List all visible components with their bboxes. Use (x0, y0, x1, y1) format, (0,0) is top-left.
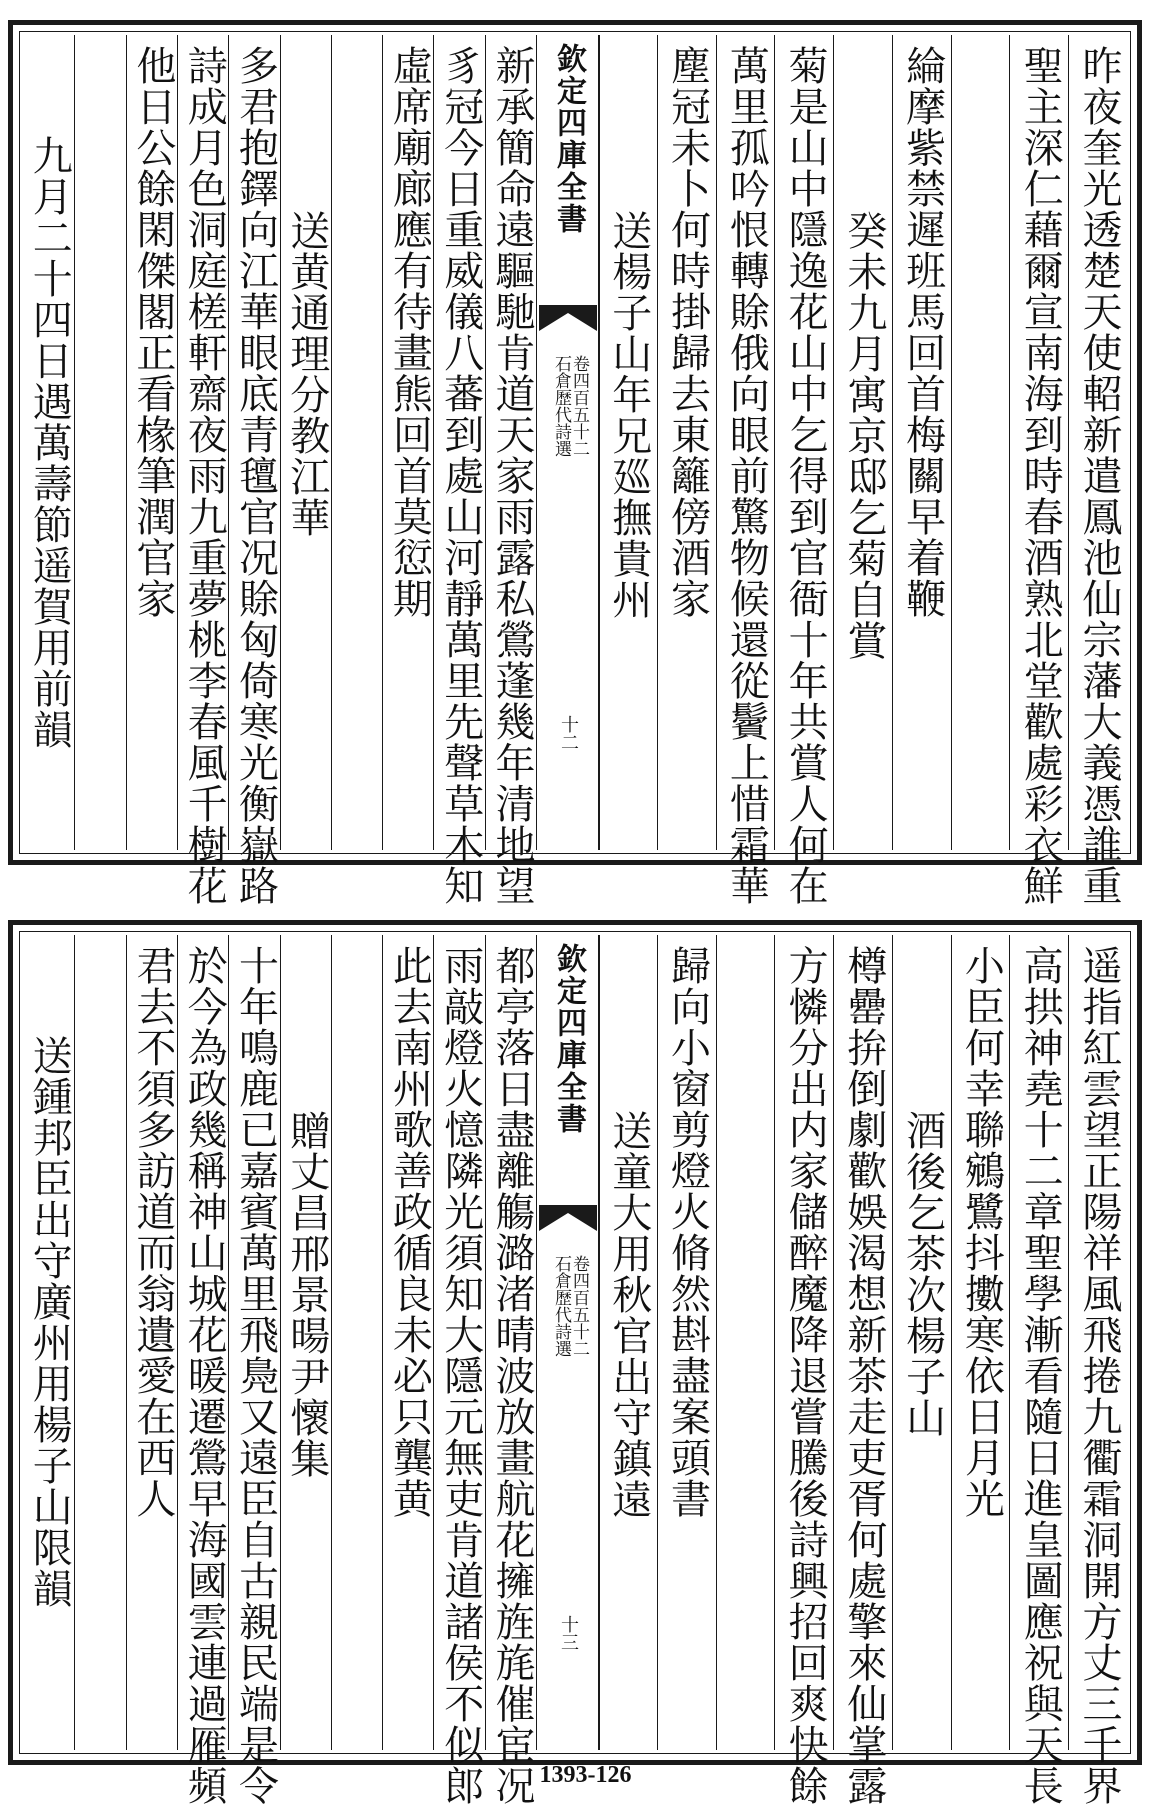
source-title: 石倉歷代詩選 (551, 1255, 571, 1357)
text-column (280, 35, 332, 850)
text-column (382, 935, 434, 1750)
fishtail-icon (539, 1205, 597, 1231)
text-column (1009, 35, 1069, 906)
poem-line: 十年鳴鹿已嘉賓萬里飛鳧又遠臣自古親民端是令 (232, 945, 279, 1806)
text-column (774, 35, 834, 906)
text-column (485, 35, 537, 906)
poem-line: 昨夜奎光透楚天使軺新遣鳳池仙宗藩大義憑誰重 (1075, 45, 1122, 906)
poem-title: 送童大用秋官出守鎮遠 (605, 1110, 652, 1520)
text-column (485, 935, 537, 1806)
poem-line: 於今為政幾稱神山城花暖遷鶯早海國雲連過雁頻 (181, 945, 228, 1806)
text-column (433, 935, 485, 1806)
text-column (23, 935, 74, 1750)
poem-line: 新承簡命遠驅馳肯道天家雨露私鶯蓬幾年清地望 (488, 45, 535, 906)
poem-line: 菊是山中隱逸花山中乞得到官衙十年共賞人何在 (782, 45, 829, 906)
text-column (951, 35, 1011, 850)
poem-line: 方憐分出内家儲醉魔降退嘗騰後詩興招回爽快餘 (782, 945, 829, 1806)
text-column (657, 935, 717, 1750)
poem-title: 酒後乞茶次楊子山 (899, 1110, 946, 1438)
text-column (892, 935, 952, 1750)
page-text-area (23, 35, 1127, 906)
text-column (951, 935, 1011, 1750)
center-fold-column (536, 35, 600, 850)
poem-line: 都亭落日盡離觴潞渚晴波放畫航花擁旌旄催宦况 (488, 945, 535, 1806)
poem-line: 萬里孤吟恨轉賖俄向眼前驚物候還從鬢上惜霜華 (723, 45, 770, 906)
text-column (23, 35, 74, 850)
poem-title: 送黄通理分教江華 (283, 210, 330, 538)
text-column (1009, 935, 1069, 1806)
poem-title: 送楊子山年兄廵撫貴州 (605, 210, 652, 620)
poem-line: 遥指紅雲望正陽祥風飛捲九衢霜洞開方丈三千界 (1075, 945, 1122, 1806)
text-column (228, 935, 280, 1806)
text-column (833, 935, 893, 1806)
text-column (433, 35, 485, 906)
collection-title: 欽定四庫全書 (551, 943, 586, 1135)
poem-line: 此去南州歌善政循良未必只龔黄 (386, 945, 433, 1519)
poem-line: 雨敲燈火憶隣光須知大隱元無吏肯道諸侯不似郎 (437, 945, 484, 1806)
poem-line: 詩成月色洞庭槎軒齋夜雨九重夢桃李春風千樹花 (181, 45, 228, 906)
text-column (598, 35, 658, 850)
poem-line: 他日公餘閑傑閣正看椽筆潤官家 (129, 45, 176, 619)
poem-title: 九月二十四日遇萬壽節遥賀用前韻 (26, 135, 73, 750)
center-fold-column (536, 935, 600, 1750)
text-column (74, 935, 126, 1750)
text-column (382, 35, 434, 850)
poem-line: 虛席廟廊應有待畫熊回首莫愆期 (386, 45, 433, 619)
book-page-top (8, 20, 1142, 906)
text-column (1068, 35, 1128, 906)
text-column (126, 935, 178, 1750)
poem-line: 君去不須多訪道而翁遺愛在西人 (129, 945, 176, 1519)
text-column (331, 35, 383, 850)
collection-title: 欽定四庫全書 (551, 43, 586, 235)
text-column (74, 35, 126, 850)
text-column (126, 35, 178, 850)
poem-title: 贈丈昌邢景暘尹懷集 (283, 1110, 330, 1479)
fishtail-icon (539, 305, 597, 331)
text-column (716, 35, 776, 906)
poem-line: 歸向小窗剪燈火脩然斟盡案頭書 (664, 945, 711, 1519)
poem-line: 豸冠今日重威儀八蕃到處山河靜萬里先聲草木知 (437, 45, 484, 906)
text-column (598, 935, 658, 1750)
text-column (228, 35, 280, 906)
text-column (774, 935, 834, 1806)
text-column (833, 35, 893, 850)
text-column (716, 935, 776, 1750)
text-column (657, 35, 717, 850)
leaf-number: 十三 (558, 1615, 579, 1651)
poem-line: 樽罍拚倒劇歡娛渴想新茶走吏胥何處擎來仙掌露 (840, 945, 887, 1806)
volume-number: 卷四百五十二 (569, 355, 589, 457)
poem-line: 多君抱鐸向江華眼底青氊官况賖匈倚寒光衡嶽路 (232, 45, 279, 906)
text-column (280, 935, 332, 1750)
text-column (331, 935, 383, 1750)
text-column (892, 35, 952, 850)
poem-title: 送鍾邦臣出守廣州用楊子山限韻 (26, 1035, 73, 1609)
leaf-number: 十二 (558, 715, 579, 751)
poem-line: 綸摩紫禁遲班馬回首梅關早着鞭 (899, 45, 946, 619)
volume-number: 卷四百五十二 (569, 1255, 589, 1357)
poem-line: 小臣何幸聯鵷鷺抖擻寒依日月光 (958, 945, 1005, 1519)
text-column (177, 935, 229, 1806)
text-column (177, 35, 229, 906)
page-number-footer: 1393-126 (539, 1762, 632, 1788)
text-column (1068, 935, 1128, 1806)
poem-title: 癸未九月寓京邸乞菊自賞 (840, 210, 887, 661)
poem-line: 塵冠未卜何時掛歸去東籬傍酒家 (664, 45, 711, 619)
poem-line: 高拱神堯十二章聖學漸看隨日進皇圖應祝與天長 (1017, 945, 1064, 1806)
poem-line: 聖主深仁藉爾宣南海到時春酒熟北堂歡處彩衣鮮 (1017, 45, 1064, 906)
source-title: 石倉歷代詩選 (551, 355, 571, 457)
